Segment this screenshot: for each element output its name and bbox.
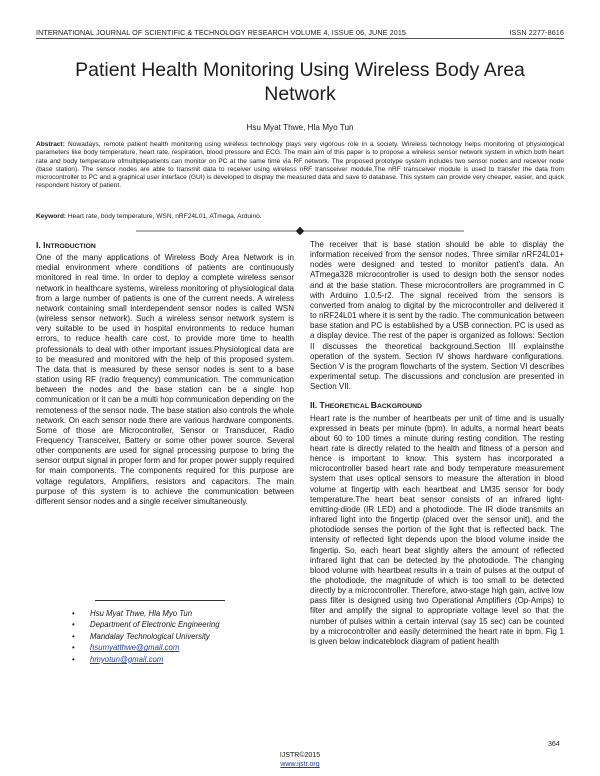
footer-code: IJSTR©2015 — [279, 752, 321, 759]
footnote-email-1: • hsumyatthwe@gmail.com — [72, 643, 180, 653]
authors: Hsu Myat Thwe, Hla Myo Tun — [246, 123, 354, 132]
email-link-2[interactable]: hmyotun@gmail.com — [90, 654, 164, 664]
introduction-continued-text: The receiver that is base station should be able to display the information received from the sensor nodes. Three similar nRF24L01+ nodes were designed and tested to monitor patient's data. An ATmega328 microcontroller is used to design both the sensor nodes and at the base station. These microcontrollers are programmed in C with Arduino 1.0.5-r2. The signal received from the sensors is converted from analog to digital by the microcontroller and delivered it to nRF24L01 where it is sent by the radio. The communication between base station and PC is established by a USB connection. PC is used as a display device. The rest of the paper is organized as follows: Section II discusses the theoretical background.Section III explainsthe operation of the system. Section IV shows hardware configurations. Section V is the program flowcharts of the system. Section VI describes experimental setup. The discussions and conclusion are presented in Section VII. — [310, 240, 564, 392]
introduction-text: One of the many applications of Wireless Body Area Network is in medial environment where conditions of patients are continuously monitored in real time. In order to deploy a complete wireless sensor network in healthcare systems, wireless monitoring of physiological data from a large number of patients is one of the current needs. A wireless network containing small interdependent sensor nodes is called WSN (wireless sensor network). Such a wireless sensor network system is very suitable to be used in hospital environments to reduce human errors, to reduce health care cost, to provide more time to health professionals to deal with other important issues.Physiological data are to be measured and monitored with the help of this proposed system. The data that is measured by these sensor nodes is sent to a base station using RF (radio frequency) communication. The communication between the nodes and the base station can be a single hop communication or it can be a multi hop communication depending on the remoteness of the sensor node. The base station also controls the whole network. On each sensor node there are various hardware components. Some of those are Microcontroller, Sensor or Transducer, Radio Frequency Transceiver, Battery or some other power source. Several other components are used for signal processing purpose to bring the sensor output signal in proper form and for proper power supply required for main components. The components required for this purpose are voltage regulators, Amplifiers, resistors and capacitors. The main purpose of this system is to achieve the communication between different sensor nodes and a single receiver simultaneously. — [36, 253, 294, 506]
footnote-authors: • Hsu Myat Thwe, Hla Myo Tun — [72, 609, 193, 618]
page-number: 364 — [548, 741, 560, 748]
footer-url-link[interactable]: www.ijstr.org — [280, 761, 320, 768]
section-divider — [36, 227, 564, 235]
abstract-text: Nowadays, remote patient health monitoring using wireless technology plays very vigorous role in a society. Wireless technology helps monitoring of physiological parameters like body temperature, heart rate, respiration, blood pressure and ECG. The main aim of this paper is to propose a wireless sensor network system in which both heart rate and body temperature ofmultiplepatients can monitor on PC at the same time via RF network. The proposed prototype system includes two sensor nodes and receiver node (base station). The sensor nodes are able to transmit data to receiver using wireless nRF transceiver module.The nRF transceiver module is used to transfer the data from microcontroller to PC and a graphical user interface (GUI) is developed to display the measured data and save to database. This system can provide very cheaper, easier, and quick respondent history of patient. — [36, 141, 564, 190]
keywords — [36, 213, 564, 220]
header-rule — [36, 38, 564, 39]
left-column — [36, 240, 294, 507]
keywords-text: Heart rate, body temperature, WSN, nRF24L01, ATmega, Arduino. — [66, 213, 262, 220]
footnote-rule — [95, 600, 225, 601]
theoretical-background-text: Heart rate is the number of heartbeats per unit of time and is usually expressed in beats per minute (bpm). In adults, a normal heart beats about 60 to 100 times a minute during resting condition. The resting heart rate is directly related to the health and fitness of a person and hence is important to know. This system has incorporated a microcontroller based heart rate and body temperature measurement system that uses optical sensors to measure the alteration in blood volume at fingertip with each heartbeat and LM35 sensor for body temperature.The heart beat sensor consists of an infrared light-emitting-diode (IR LED) and a photodiode. The IR diode transmits an infrared light into the fingertip (placed over the sensor unit), and the photodiode senses the portion of the light that is reflected back. The intensity of reflected light depends upon the blood volume inside the fingertip. So, each heart beat slightly alters the amount of reflected infrared light that can be detected by the photodiode. The changing blood volume with heartbeat results in a train of pulses at the output of the photodiode, the magnitude of which is too small to be detected directly by a microcontroller. Therefore, atwo-stage high gain, active low pass filter is designed using two Operational Amplifiers (Op-Amps) to filter and amplify the signal to appropriate voltage level so that the number of pulses within a certain interval (say 15 sec) can be counted by a microcontroller and easily determined the heart rate in bpm. Fig 1 is given below indicateblock diagram of patient health — [310, 413, 564, 646]
abstract-label: Abstract: — [36, 141, 65, 148]
author-footnotes — [72, 608, 302, 665]
section-heading-introduction: I. INTRODUCTION — [36, 240, 96, 250]
section-heading-theoretical-background: II. THEORETICAL BACKGROUND — [310, 400, 422, 411]
page-footer — [0, 751, 600, 769]
footnote-department: • Department of Electronic Engineering — [72, 620, 220, 630]
right-column — [310, 240, 564, 647]
footnote-email-2: • hmyotun@gmail.com — [72, 654, 164, 664]
abstract — [36, 141, 564, 191]
issn: ISSN 2277-8616 — [509, 28, 564, 37]
footnote-university: • Mandalay Technological University — [72, 631, 210, 641]
paper-title: Patient Health Monitoring Using Wireless Body Area Network — [75, 59, 525, 105]
keywords-label: Keyword: — [36, 213, 67, 220]
journal-header: INTERNATIONAL JOURNAL OF SCIENTIFIC & TECHNOLOGY RESEARCH VOLUME 4, ISSUE 06, JUNE 2015 — [36, 28, 407, 37]
email-link-1[interactable]: hsumyatthwe@gmail.com — [90, 643, 180, 653]
